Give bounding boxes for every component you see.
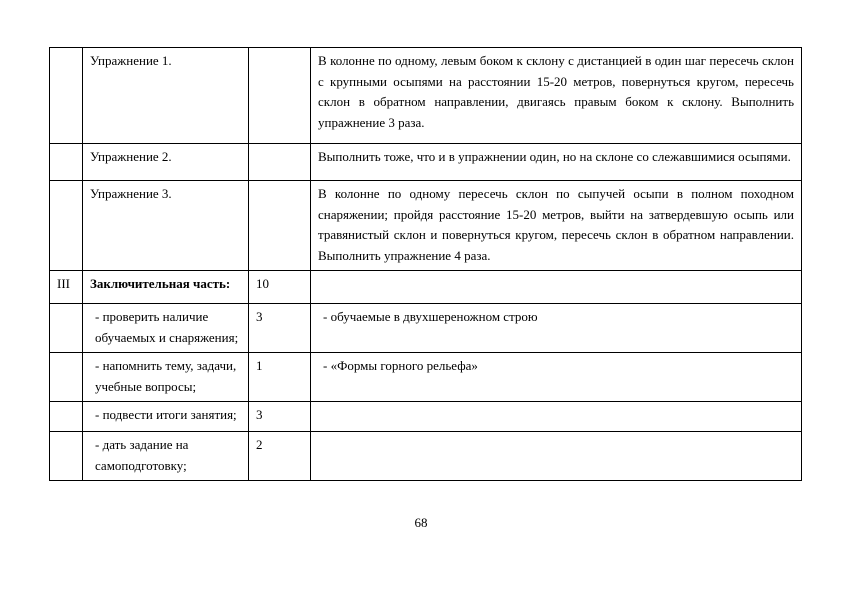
- cell-num: [50, 304, 83, 353]
- cell-time: 3: [249, 304, 311, 353]
- table-row: [50, 271, 802, 304]
- cell-time: 3: [249, 402, 311, 432]
- table-row: [50, 304, 802, 353]
- cell-num: III: [50, 271, 83, 304]
- cell-time: [249, 144, 311, 181]
- cell-time: 10: [249, 271, 311, 304]
- table-row: [50, 402, 802, 432]
- table-row: [50, 432, 802, 481]
- cell-num: [50, 353, 83, 402]
- cell-num: [50, 432, 83, 481]
- cell-activity: Упражнение 2.: [83, 144, 249, 181]
- table-row: [50, 353, 802, 402]
- cell-description: [311, 402, 802, 432]
- cell-activity: Упражнение 3.: [83, 181, 249, 271]
- table-row: [50, 144, 802, 181]
- cell-description: В колонне по одному пересечь склон по сыпучей осыпи в полном походном снаряжении; пройдя расстояние 15-20 метров, выйти на затвердевшую осыпь или травянистый склон и повернуться кругом, пересечь склон в обратном направлении. Выполнить упражнение 4 раза.: [311, 181, 802, 271]
- cell-time: 2: [249, 432, 311, 481]
- cell-description: - обучаемые в двухшереножном строю: [311, 304, 802, 353]
- cell-activity: - подвести итоги занятия;: [83, 402, 249, 432]
- cell-num: [50, 181, 83, 271]
- cell-description: - «Формы горного рельефа»: [311, 353, 802, 402]
- cell-time: 1: [249, 353, 311, 402]
- cell-activity: Заключительная часть:: [83, 271, 249, 304]
- cell-activity: - проверить наличие обучаемых и снаряжения;: [83, 304, 249, 353]
- cell-num: [50, 48, 83, 144]
- cell-description: Выполнить тоже, что и в упражнении один, но на склоне со слежавшимися осыпями.: [311, 144, 802, 181]
- cell-time: [249, 181, 311, 271]
- cell-description: [311, 432, 802, 481]
- cell-activity: Упражнение 1.: [83, 48, 249, 144]
- cell-num: [50, 144, 83, 181]
- table-row: [50, 48, 802, 144]
- table-row: [50, 181, 802, 271]
- lesson-plan-table: [49, 47, 802, 481]
- page-number: 68: [414, 515, 428, 530]
- cell-time: [249, 48, 311, 144]
- cell-num: [50, 402, 83, 432]
- cell-activity: - напомнить тему, задачи, учебные вопросы;: [83, 353, 249, 402]
- cell-activity: - дать задание на самоподготовку;: [83, 432, 249, 481]
- cell-description: [311, 271, 802, 304]
- cell-description: В колонне по одному, левым боком к склону с дистанцией в один шаг пересечь склон с крупными осыпями на расстоянии 15-20 метров, повернуться кругом, пересечь склон в обратном направлении, двигаясь правым боком к склону. Выполнить упражнение 3 раза.: [311, 48, 802, 144]
